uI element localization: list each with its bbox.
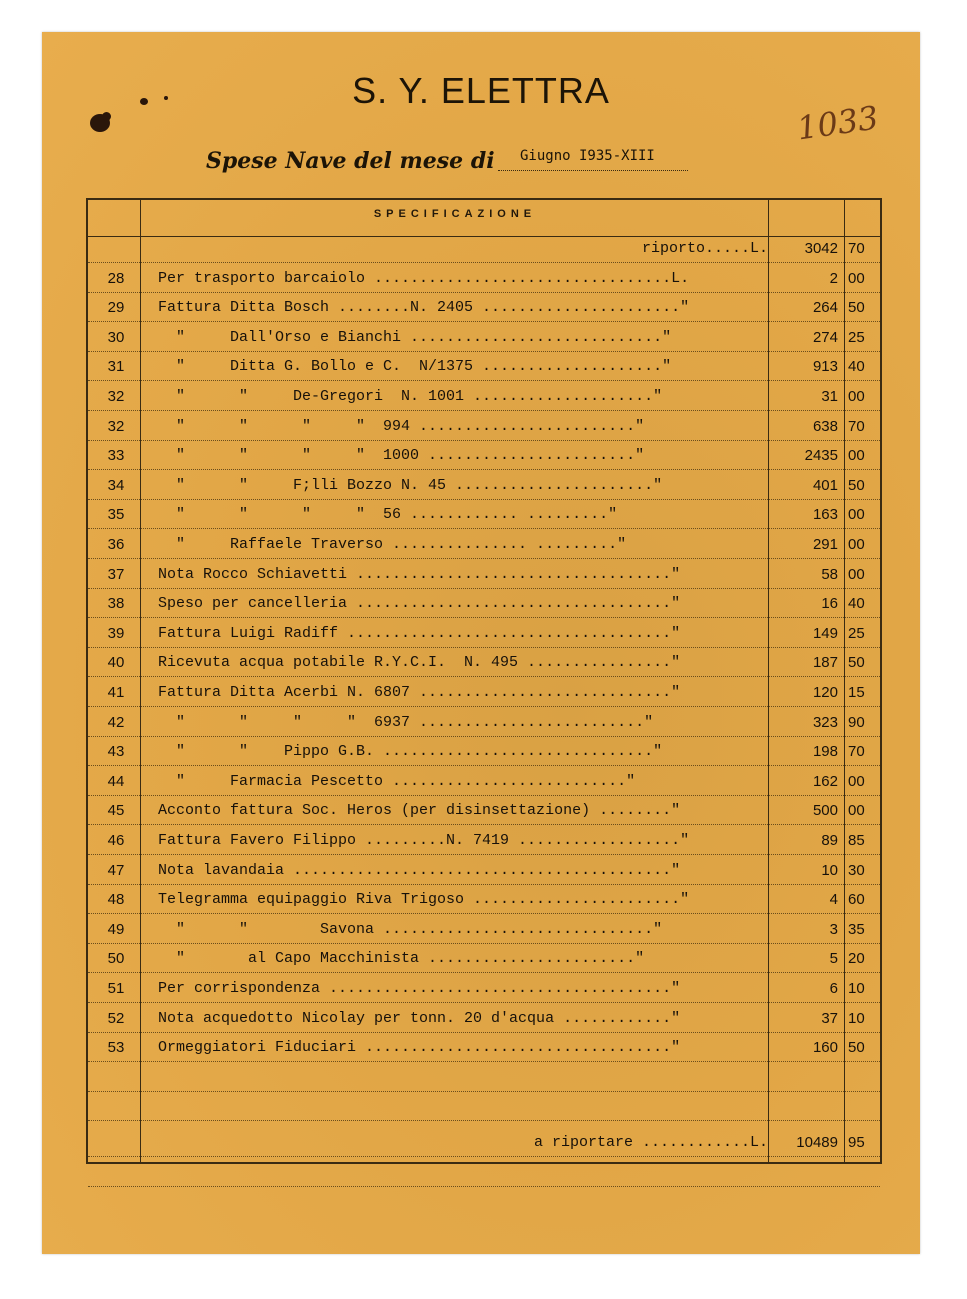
row-cent: 00 <box>848 802 865 820</box>
row-lire: 291 <box>812 536 838 553</box>
row-cent: 90 <box>848 713 865 731</box>
row-rule <box>88 795 880 796</box>
row-rule <box>88 884 880 885</box>
opening-lire: 3042 <box>804 240 838 257</box>
column-divider <box>140 200 141 1162</box>
row-description: " " Pippo G.B. .............................." <box>158 743 663 761</box>
row-lire: 401 <box>812 476 838 494</box>
row-rule <box>88 1061 880 1062</box>
row-rule <box>88 1120 880 1121</box>
row-description: Telegramma equipaggio Riva Trigoso ......................." <box>158 891 690 909</box>
row-cent: 25 <box>848 624 865 642</box>
row-description: " al Capo Macchinista ......................." <box>158 950 645 968</box>
column-divider <box>768 200 769 1162</box>
row-cent: 85 <box>848 832 865 849</box>
row-rule <box>88 1186 880 1187</box>
row-description: Speso per cancelleria ..................................." <box>158 595 681 613</box>
row-cent: 00 <box>848 388 865 405</box>
row-lire: 3 <box>829 920 838 938</box>
row-cent: 35 <box>848 920 865 938</box>
row-description: " Ditta G. Bollo e C. N/1375 ...................." <box>158 358 672 376</box>
row-lire: 2435 <box>804 447 838 465</box>
row-number: 32 <box>107 417 125 435</box>
row-rule <box>88 321 880 322</box>
row-description: " " F;lli Bozzo N. 45 ......................" <box>158 476 663 494</box>
row-number: 49 <box>107 920 125 938</box>
row-rule <box>88 854 880 855</box>
row-rule <box>88 972 880 973</box>
row-description: Fattura Favero Filippo .........N. 7419 .................." <box>158 832 690 849</box>
row-rule <box>88 469 880 470</box>
row-number: 29 <box>107 299 125 317</box>
handwritten-number: 1033 <box>794 98 881 148</box>
row-lire: 323 <box>812 713 838 731</box>
row-cent: 50 <box>848 1039 865 1057</box>
row-description: Per trasporto barcaiolo .................................L. <box>158 269 690 287</box>
row-rule <box>88 943 880 944</box>
row-number: 34 <box>107 476 125 494</box>
row-lire: 160 <box>812 1039 838 1057</box>
row-description: " " " " 56 ............ ........." <box>158 506 618 524</box>
row-description: Per corrispondenza ......................................" <box>158 980 681 997</box>
ink-stain <box>102 112 111 121</box>
row-description: Ricevuta acqua potabile R.Y.C.I. N. 495 ................" <box>158 654 681 672</box>
row-cent: 70 <box>848 417 865 435</box>
row-cent: 60 <box>848 891 865 909</box>
row-rule <box>88 380 880 381</box>
row-number: 46 <box>107 832 125 849</box>
row-lire: 31 <box>821 388 838 405</box>
row-number: 48 <box>107 891 125 909</box>
row-lire: 2 <box>829 269 838 287</box>
month-value: Giugno I935-XIII <box>520 148 655 164</box>
row-lire: 5 <box>829 950 838 968</box>
row-number: 43 <box>107 743 125 761</box>
row-cent: 40 <box>848 595 865 613</box>
month-dotted-line <box>498 170 688 171</box>
row-number: 32 <box>107 388 125 405</box>
row-lire: 187 <box>812 654 838 672</box>
row-number: 31 <box>107 358 125 376</box>
row-rule <box>88 706 880 707</box>
row-cent: 00 <box>848 269 865 287</box>
row-description: " " Savona .............................." <box>158 920 663 938</box>
row-description: Nota lavandaia .........................................." <box>158 861 681 879</box>
row-lire: 10 <box>821 861 838 879</box>
row-cent: 20 <box>848 950 865 968</box>
row-lire: 149 <box>812 624 838 642</box>
row-lire: 16 <box>821 595 838 613</box>
row-rule <box>88 262 880 263</box>
row-cent: 50 <box>848 654 865 672</box>
row-number: 30 <box>107 328 125 346</box>
document-sheet <box>42 32 920 1254</box>
row-number: 28 <box>107 269 125 287</box>
row-lire: 638 <box>812 417 838 435</box>
row-description: " Dall'Orso e Bianchi ............................" <box>158 328 672 346</box>
row-number: 39 <box>107 624 125 642</box>
row-lire: 274 <box>812 328 838 346</box>
row-description: Nota Rocco Schiavetti ..................................." <box>158 565 681 583</box>
row-cent: 00 <box>848 536 865 553</box>
row-cent: 15 <box>848 684 865 701</box>
row-description: Acconto fattura Soc. Heros (per disinsettazione) ........" <box>158 802 681 820</box>
row-rule <box>88 736 880 737</box>
row-number: 35 <box>107 506 125 524</box>
row-lire: 120 <box>812 684 838 701</box>
row-lire: 6 <box>829 980 838 997</box>
row-rule <box>88 765 880 766</box>
row-rule <box>88 1002 880 1003</box>
closing-label: a riportare ............L. <box>533 1134 768 1151</box>
row-rule <box>88 1091 880 1092</box>
row-description: Ormeggiatori Fiduciari .................................." <box>158 1039 681 1057</box>
row-rule <box>88 1032 880 1033</box>
row-lire: 198 <box>812 743 838 761</box>
row-rule <box>88 558 880 559</box>
row-lire: 163 <box>812 506 838 524</box>
row-cent: 00 <box>848 447 865 465</box>
row-lire: 264 <box>812 299 838 317</box>
row-rule <box>88 824 880 825</box>
document-subtitle: Spese Nave del mese di <box>206 148 495 174</box>
row-lire: 913 <box>812 358 838 376</box>
row-number: 38 <box>107 595 125 613</box>
row-rule <box>88 410 880 411</box>
row-number: 42 <box>107 713 125 731</box>
row-rule <box>88 913 880 914</box>
opening-label: riporto.....L. <box>641 240 768 257</box>
row-number: 51 <box>107 980 125 997</box>
row-cent: 10 <box>848 1009 865 1027</box>
row-rule <box>88 528 880 529</box>
opening-cent: 70 <box>848 240 865 257</box>
row-rule <box>88 440 880 441</box>
row-description: " " " " 1000 ......................." <box>158 447 645 465</box>
row-number: 45 <box>107 802 125 820</box>
row-number: 33 <box>107 447 125 465</box>
closing-cent: 95 <box>848 1134 865 1151</box>
row-number: 47 <box>107 861 125 879</box>
row-number: 53 <box>107 1039 125 1057</box>
document-title: S. Y. ELETTRA <box>352 70 610 111</box>
row-number: 37 <box>107 565 125 583</box>
row-lire: 89 <box>821 832 838 849</box>
row-rule <box>88 617 880 618</box>
row-rule <box>88 647 880 648</box>
row-description: Fattura Luigi Radiff ...................................." <box>158 624 681 642</box>
row-lire: 37 <box>821 1009 838 1027</box>
row-description: Fattura Ditta Bosch ........N. 2405 ......................" <box>158 299 690 317</box>
row-cent: 00 <box>848 565 865 583</box>
expense-table <box>86 198 882 1164</box>
row-description: " " De-Gregori N. 1001 ...................." <box>158 388 663 405</box>
row-rule <box>88 292 880 293</box>
row-rule <box>88 1156 880 1157</box>
row-lire: 58 <box>821 565 838 583</box>
closing-lire: 10489 <box>796 1134 838 1151</box>
row-number: 52 <box>107 1009 125 1027</box>
row-description: Nota acquedotto Nicolay per tonn. 20 d'acqua ............" <box>158 1009 681 1027</box>
row-cent: 50 <box>848 299 865 317</box>
row-cent: 30 <box>848 861 865 879</box>
row-lire: 4 <box>829 891 838 909</box>
row-lire: 500 <box>812 802 838 820</box>
column-divider <box>844 200 845 1162</box>
row-lire: 162 <box>812 772 838 790</box>
row-description: " Farmacia Pescetto .........................." <box>158 772 636 790</box>
column-header: SPECIFICAZIONE <box>373 208 537 220</box>
row-rule <box>88 351 880 352</box>
row-cent: 00 <box>848 772 865 790</box>
header-divider <box>88 236 880 237</box>
row-cent: 50 <box>848 476 865 494</box>
row-cent: 40 <box>848 358 865 376</box>
row-number: 40 <box>107 654 125 672</box>
row-description: Fattura Ditta Acerbi N. 6807 ............................" <box>158 684 681 701</box>
row-cent: 10 <box>848 980 865 997</box>
row-description: " " " " 6937 ........................." <box>158 713 654 731</box>
row-rule <box>88 676 880 677</box>
row-rule <box>88 588 880 589</box>
row-cent: 70 <box>848 743 865 761</box>
row-number: 44 <box>107 772 125 790</box>
row-cent: 00 <box>848 506 865 524</box>
row-description: " Raffaele Traverso ............... ........." <box>158 536 627 553</box>
row-rule <box>88 499 880 500</box>
row-number: 41 <box>107 684 125 701</box>
row-cent: 25 <box>848 328 865 346</box>
row-number: 36 <box>107 536 125 553</box>
row-description: " " " " 994 ........................" <box>158 417 645 435</box>
row-number: 50 <box>107 950 125 968</box>
